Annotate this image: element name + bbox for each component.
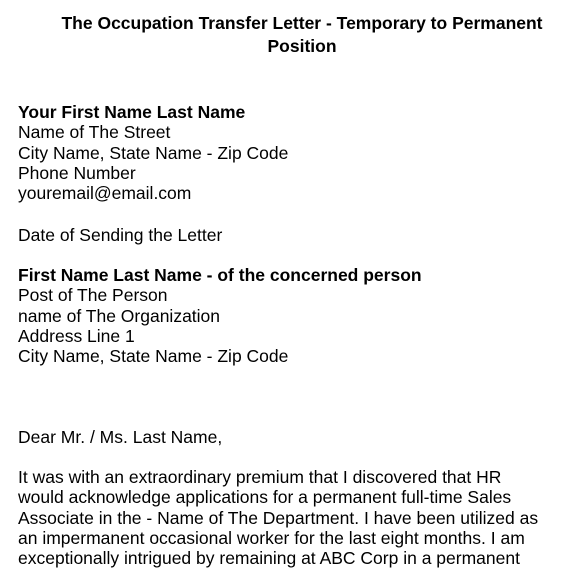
letter-title-line-2: Position [267,36,337,56]
recipient-city: City Name, State Name - Zip Code [18,346,289,367]
body-line: exceptionally intrigued by remaining at ABC Corp in a permanent [18,548,520,569]
sender-street: Name of The Street [18,122,171,143]
letter-title [22,12,582,58]
recipient-post: Post of The Person [18,285,168,306]
body-line: Associate in the - Name of The Department. I have been utilized as [18,507,539,528]
sender-phone: Phone Number [18,162,136,183]
recipient-address-block [18,265,422,366]
sender-name: Your First Name Last Name [18,102,246,122]
body-line: an impermanent occasional worker for the last eight months. I am [18,527,525,548]
salutation: Dear Mr. / Ms. Last Name, [18,427,223,447]
recipient-name: First Name Last Name - of the concerned person [18,265,422,285]
salutation-block [18,427,222,447]
sender-email: youremail@email.com [18,183,192,204]
letter-title-line-1: The Occupation Transfer Letter - Temporary to Permanent [61,13,543,33]
sender-address-block [18,102,288,203]
letter-date: Date of Sending the Letter [18,225,223,245]
recipient-organization: name of The Organization [18,305,221,326]
sender-city: City Name, State Name - Zip Code [18,142,289,163]
recipient-address: Address Line 1 [18,325,135,346]
letter-date-block [18,225,222,245]
body-line: would acknowledge applications for a permanent full-time Sales [18,487,512,508]
body-line: It was with an extraordinary premium that I discovered that HR [18,467,502,487]
body-paragraph [18,467,538,568]
